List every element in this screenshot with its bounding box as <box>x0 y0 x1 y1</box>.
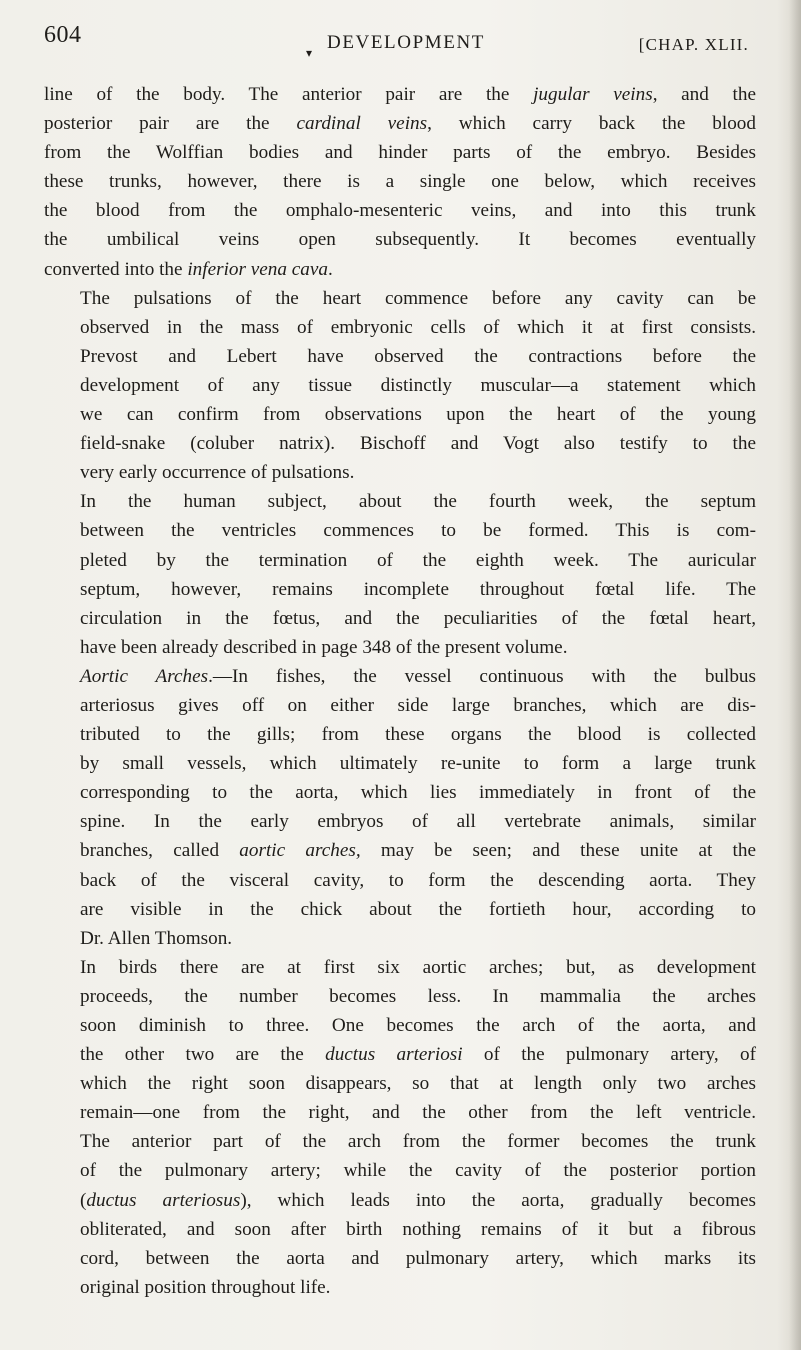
text-line: observed in the mass of embryonic cells of which it at first consists. <box>80 316 756 338</box>
text-line: very early occurrence of pulsations. <box>80 462 355 484</box>
text-line: converted into the inferior vena cava. <box>44 258 333 280</box>
text-line: original position throughout life. <box>80 1276 331 1298</box>
text-line: pleted by the termination of the eighth week. The auricular <box>80 549 756 571</box>
page-header <box>44 22 761 62</box>
paragraph <box>44 487 756 662</box>
text-line: back of the visceral cavity, to form the descending aorta. They <box>80 869 756 891</box>
text-line: remain—one from the right, and the other from the left ventricle. <box>80 1102 756 1124</box>
text-line: arteriosus gives off on either side large branches, which are dis- <box>80 694 756 716</box>
page-number: 604 <box>44 22 82 48</box>
paragraph <box>44 953 756 1302</box>
text-line: corresponding to the aorta, which lies immediately in front of the <box>80 782 756 804</box>
text-line: circulation in the fœtus, and the peculiarities of the fœtal heart, <box>80 607 756 629</box>
text-line: between the ventricles commences to be formed. This is com- <box>80 520 756 542</box>
ornament-icon: ▾ <box>306 46 313 60</box>
text-line: spine. In the early embryos of all vertebrate animals, similar <box>80 811 756 833</box>
body-text <box>44 80 756 1302</box>
running-head: DEVELOPMENT <box>327 32 485 53</box>
text-line: tributed to the gills; from these organs the blood is collected <box>80 724 756 746</box>
text-line: In the human subject, about the fourth week, the septum <box>80 491 756 513</box>
paragraph <box>44 80 756 284</box>
text-line: The anterior part of the arch from the former becomes the trunk <box>80 1131 756 1153</box>
text-line: (ductus arteriosus), which leads into the aorta, gradually becomes <box>80 1189 756 1211</box>
text-line: Aortic Arches.—In fishes, the vessel continuous with the bulbus <box>80 665 756 687</box>
text-line: cord, between the aorta and pulmonary artery, which marks its <box>80 1247 756 1269</box>
text-line: are visible in the chick about the fortieth hour, according to <box>80 898 756 920</box>
text-line: The pulsations of the heart commence before any cavity can be <box>80 287 756 309</box>
text-line: from the Wolffian bodies and hinder parts of the embryo. Besides <box>44 142 756 164</box>
text-line: development of any tissue distinctly muscular—a statement which <box>80 374 756 396</box>
text-line: we can confirm from observations upon the heart of the young <box>80 404 756 426</box>
text-line: In birds there are at first six aortic arches; but, as development <box>80 956 756 978</box>
text-line: field-snake (coluber natrix). Bischoff and Vogt also testify to the <box>80 433 756 455</box>
text-line: branches, called aortic arches, may be seen; and these unite at the <box>80 840 756 862</box>
paragraph <box>44 284 756 488</box>
text-line: the blood from the omphalo-mesenteric veins, and into this trunk <box>44 200 756 222</box>
text-line: septum, however, remains incomplete throughout fœtal life. The <box>80 578 756 600</box>
paragraph <box>44 662 756 953</box>
text-line: proceeds, the number becomes less. In mammalia the arches <box>80 985 756 1007</box>
text-line: by small vessels, which ultimately re-unite to form a large trunk <box>80 753 756 775</box>
text-line: soon diminish to three. One becomes the arch of the aorta, and <box>80 1015 756 1036</box>
text-line: Dr. Allen Thomson. <box>80 927 233 949</box>
text-line: of the pulmonary artery; while the cavity of the posterior portion <box>80 1160 756 1182</box>
text-line: the other two are the ductus arteriosi of the pulmonary artery, of <box>80 1044 757 1066</box>
page-edge <box>789 0 801 1350</box>
text-line: which the right soon disappears, so that at length only two arches <box>80 1073 756 1095</box>
text-line: posterior pair are the cardinal veins, which carry back the blood <box>44 113 756 135</box>
text-line: line of the body. The anterior pair are the jugular veins, and the <box>44 84 756 105</box>
text-line: have been already described in page 348 of the present volume. <box>80 636 568 658</box>
chapter-label: [CHAP. XLII. <box>638 35 749 54</box>
text-line: the umbilical veins open subsequently. It becomes eventually <box>44 229 756 251</box>
text-line: Prevost and Lebert have observed the contractions before the <box>80 345 756 367</box>
text-line: these trunks, however, there is a single one below, which receives <box>44 171 756 193</box>
text-line: obliterated, and soon after birth nothing remains of it but a fibrous <box>80 1218 756 1240</box>
